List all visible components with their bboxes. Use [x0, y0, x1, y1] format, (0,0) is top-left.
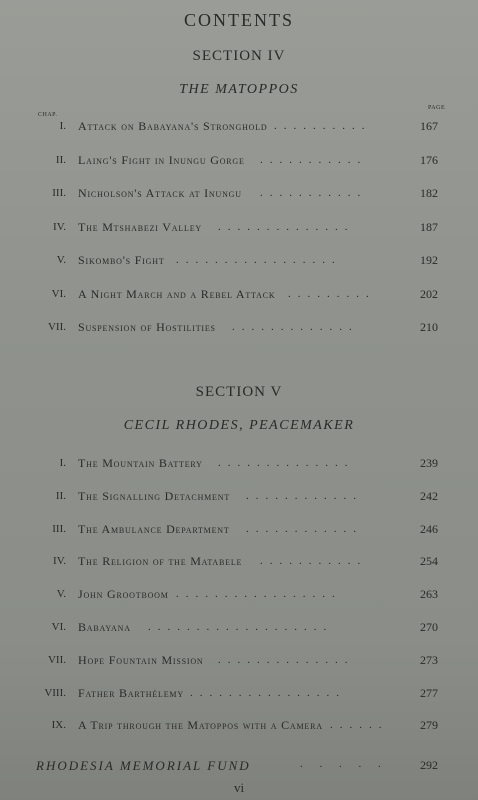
toc-entry	[0, 519, 478, 539]
toc-entry	[0, 150, 478, 170]
toc-entry	[0, 317, 478, 337]
toc-entry	[0, 284, 478, 304]
chapter-number: VII.	[47, 321, 66, 333]
page-number: 187	[420, 219, 438, 234]
chapter-number: VII.	[47, 653, 66, 666]
dot-leader: ............	[246, 522, 363, 535]
memorial-fund-page: 292	[420, 758, 438, 772]
page-number: 273	[420, 652, 438, 667]
chap-column-label: CHAP.	[38, 112, 58, 118]
dot-leader: ......	[330, 719, 389, 732]
page-number: 279	[420, 718, 438, 733]
section-iv-heading: SECTION IV	[192, 48, 286, 64]
chapter-number: V.	[56, 588, 66, 601]
chapter-title: Suspension of Hostilities	[78, 320, 216, 334]
chapter-number: I.	[59, 457, 66, 469]
toc-entry	[0, 486, 478, 506]
chapter-title: John Grootboom	[78, 587, 169, 602]
chapter-title: Laing's Fight in Inungu Gorge	[78, 152, 245, 167]
page-number: 182	[420, 186, 438, 200]
contents-title: CONTENTS	[184, 10, 294, 30]
chapter-title: Attack on Babayana's Stronghold	[78, 119, 268, 133]
dot-leader: ...........	[260, 555, 368, 568]
chapter-number: III.	[52, 187, 66, 199]
chapter-title: Father Barthélemy	[78, 685, 184, 700]
page-number: 210	[420, 320, 438, 334]
chapter-number: II.	[55, 153, 66, 166]
dot-leader: ...................	[148, 621, 334, 633]
chapter-number: III.	[52, 522, 66, 535]
chapter-number: VIII.	[44, 686, 66, 699]
dot-leader: ................	[190, 686, 346, 699]
dot-leader: ............	[246, 489, 363, 502]
chapter-number: IV.	[53, 555, 66, 568]
chapter-title: A Trip through the Matoppos with a Camera	[78, 718, 323, 733]
chapter-title: Babayana	[78, 620, 131, 634]
toc-entry	[0, 650, 478, 670]
dot-leader: ..........	[274, 120, 372, 132]
page-number: 263	[420, 587, 438, 602]
chapter-title: A Night March and a Rebel Attack	[78, 286, 276, 301]
toc-entry	[0, 683, 478, 703]
memorial-fund-leader: . . . . .	[300, 758, 388, 770]
page-number: 239	[420, 456, 438, 470]
chapter-title: The Mountain Battery	[78, 456, 203, 470]
page-number: 192	[420, 253, 438, 267]
dot-leader: .........	[288, 287, 376, 300]
toc-entry	[0, 116, 478, 136]
page-number: 254	[420, 554, 438, 569]
page-number: 270	[420, 620, 438, 634]
toc-entry	[0, 715, 478, 735]
dot-leader: ..............	[218, 220, 355, 233]
chapter-number: IX.	[51, 719, 66, 732]
page-number: 202	[420, 286, 438, 301]
chapter-title: The Signalling Detachment	[78, 488, 231, 503]
section-v-heading: SECTION V	[195, 384, 283, 400]
toc-entry	[0, 453, 478, 473]
dot-leader: ...........	[260, 153, 368, 166]
toc-entry	[0, 584, 478, 604]
chapter-title: The Mtshabezi Valley	[78, 219, 202, 234]
toc-entry	[0, 617, 478, 637]
page-folio: vi	[233, 780, 245, 795]
dot-leader: .............	[232, 321, 359, 333]
chapter-title: The Religion of the Matabele	[78, 554, 243, 569]
chapter-title: Nicholson's Attack at Inungu	[78, 186, 242, 200]
dot-leader: ..............	[218, 457, 355, 469]
page-number: 277	[420, 685, 438, 700]
dot-leader: ..............	[218, 653, 355, 666]
toc-entry	[0, 551, 478, 571]
section-v-subtitle: CECIL RHODES, PEACEMAKER	[123, 418, 355, 433]
page-number: 246	[420, 521, 438, 536]
toc-entry	[0, 217, 478, 237]
page-column-label: PAGE	[428, 105, 446, 111]
chapter-number: II.	[55, 489, 66, 502]
section-iv-subtitle: THE MATOPPOS	[179, 82, 299, 97]
page-number: 176	[420, 152, 438, 167]
dot-leader: ...........	[260, 187, 368, 199]
toc-entry	[0, 183, 478, 203]
toc-entry	[0, 250, 478, 270]
page-number: 242	[420, 488, 438, 503]
chapter-number: VI.	[51, 287, 66, 300]
chapter-title: Sikombo's Fight	[78, 253, 165, 267]
chapter-number: V.	[56, 254, 66, 266]
chapter-title: The Ambulance Department	[78, 521, 230, 536]
dot-leader: .................	[176, 588, 342, 601]
chapter-number: I.	[59, 120, 66, 132]
chapter-number: VI.	[51, 621, 66, 633]
dot-leader: .................	[176, 254, 342, 266]
memorial-fund-title: RHODESIA MEMORIAL FUND	[36, 758, 251, 773]
chapter-number: IV.	[53, 220, 66, 233]
page-number: 167	[420, 119, 438, 133]
chapter-title: Hope Fountain Mission	[78, 652, 204, 667]
